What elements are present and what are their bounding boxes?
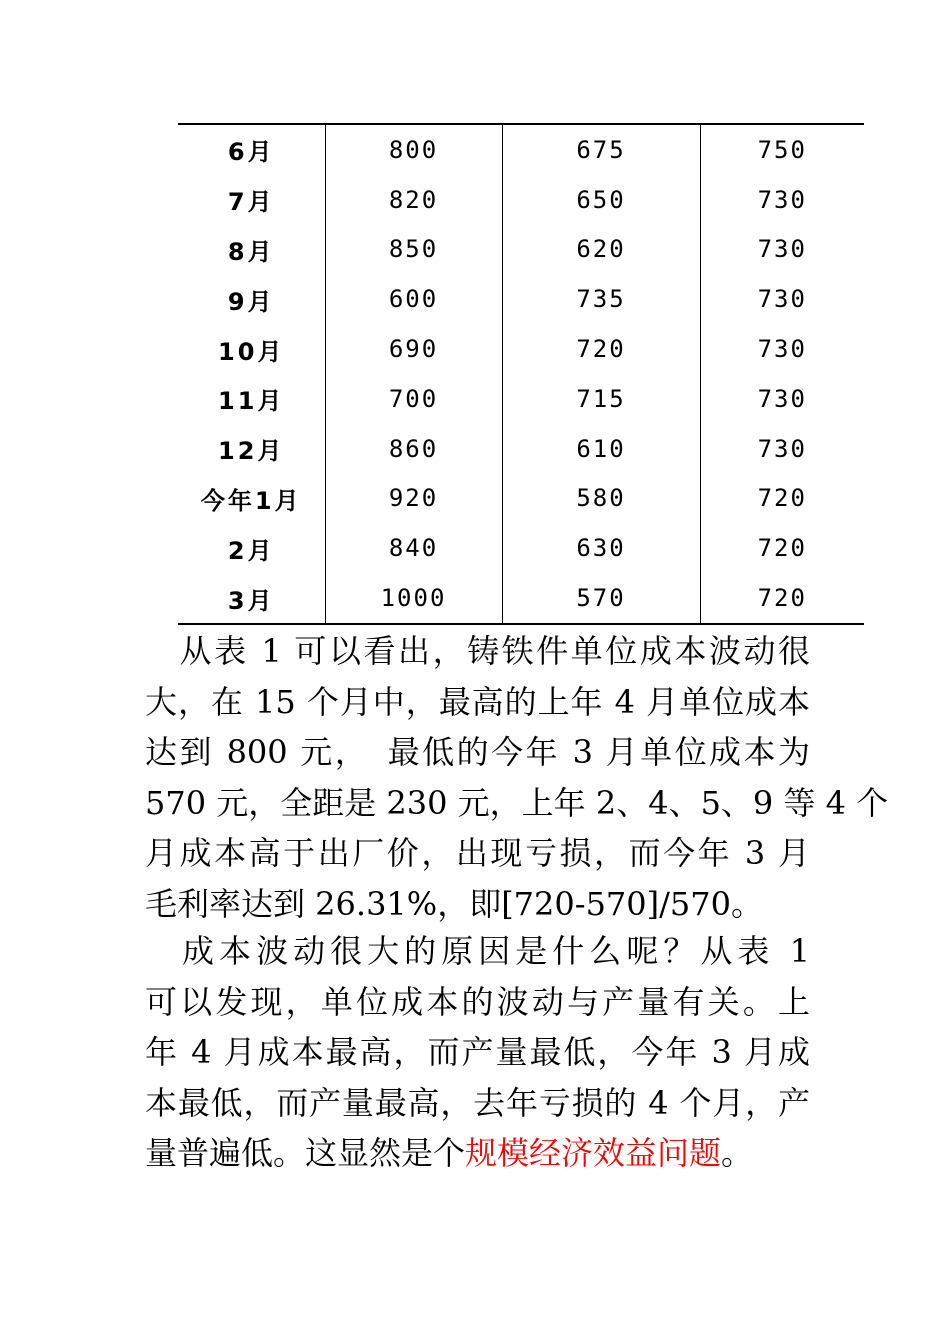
value-cell: 580 [502, 474, 700, 524]
paragraph-line: 月成本高于出厂价，出现亏损，而今年 3 月 [145, 834, 810, 872]
paragraph-line: 大，在 15 个月中，最高的上年 4 月单位成本 [145, 682, 810, 721]
month-cell: 12月 [218, 437, 285, 466]
value-cell: 860 [325, 424, 502, 474]
value-cell: 800 [325, 124, 502, 175]
month-cell: 8月 [227, 237, 275, 266]
month-cell: 10月 [218, 337, 285, 366]
value-cell: 675 [502, 124, 700, 175]
table-row [178, 474, 864, 524]
table-row [178, 324, 864, 374]
month-cell: 3月 [227, 586, 275, 615]
paragraph-line: 达到 800 元， 最低的今年 3 月单位成本为 [145, 733, 810, 771]
table-row [178, 225, 864, 275]
cost-table [178, 123, 864, 625]
month-cell: 6月 [227, 138, 275, 167]
value-cell: 720 [700, 573, 864, 624]
line-text: 。 [721, 1134, 754, 1172]
value-cell: 730 [700, 225, 864, 275]
table-row [178, 175, 864, 225]
value-cell: 690 [325, 324, 502, 374]
cause-paragraph [145, 926, 810, 1179]
value-cell: 730 [700, 175, 864, 225]
month-cell: 11月 [218, 387, 285, 416]
line-text: 量普遍低。这显然是个 [145, 1134, 466, 1172]
value-cell: 750 [700, 124, 864, 175]
value-cell: 730 [700, 274, 864, 324]
value-cell: 570 [502, 573, 700, 624]
value-cell: 735 [502, 274, 700, 324]
table-row [178, 374, 864, 424]
value-cell: 650 [502, 175, 700, 225]
value-cell: 620 [502, 225, 700, 275]
value-cell: 630 [502, 523, 700, 573]
value-cell: 730 [700, 324, 864, 374]
value-cell: 700 [325, 374, 502, 424]
month-cell: 2月 [227, 536, 275, 565]
paragraph-line: 570 元，全距是 230 元，上年 2、4、5、9 等 4 个 [145, 783, 889, 822]
paragraph-line: 成本波动很大的原因是什么呢？从表 1 [145, 932, 810, 970]
highlighted-phrase: 规模经济效益问题 [465, 1134, 722, 1172]
table-row [178, 523, 864, 573]
month-cell: 9月 [227, 287, 275, 316]
table-row [178, 274, 864, 324]
value-cell: 920 [325, 474, 502, 524]
paragraph-line: 可以发现，单位成本的波动与产量有关。上 [145, 982, 810, 1021]
table-row [178, 424, 864, 474]
value-cell: 720 [700, 474, 864, 524]
value-cell: 730 [700, 424, 864, 474]
value-cell: 600 [325, 274, 502, 324]
value-cell: 1000 [325, 573, 502, 624]
value-cell: 715 [502, 374, 700, 424]
paragraph-line: 年 4 月成本最高，而产量最低，今年 3 月成 [145, 1033, 810, 1071]
value-cell: 820 [325, 175, 502, 225]
analysis-paragraph [145, 626, 889, 929]
paragraph-line: 本最低，而产量最高，去年亏损的 4 个月，产 [145, 1083, 810, 1122]
paragraph-line: 毛利率达到 26.31%，即[720-570]/570。 [145, 884, 763, 923]
paragraph-line: 从表 1 可以看出，铸铁件单位成本波动很 [145, 632, 810, 670]
month-cell: 7月 [227, 188, 275, 217]
value-cell: 840 [325, 523, 502, 573]
value-cell: 720 [502, 324, 700, 374]
value-cell: 720 [700, 523, 864, 573]
value-cell: 730 [700, 374, 864, 424]
value-cell: 610 [502, 424, 700, 474]
month-cell: 今年1月 [200, 486, 302, 515]
paragraph-line [145, 1128, 810, 1179]
value-cell: 850 [325, 225, 502, 275]
table-row [178, 573, 864, 624]
table-row [178, 124, 864, 175]
